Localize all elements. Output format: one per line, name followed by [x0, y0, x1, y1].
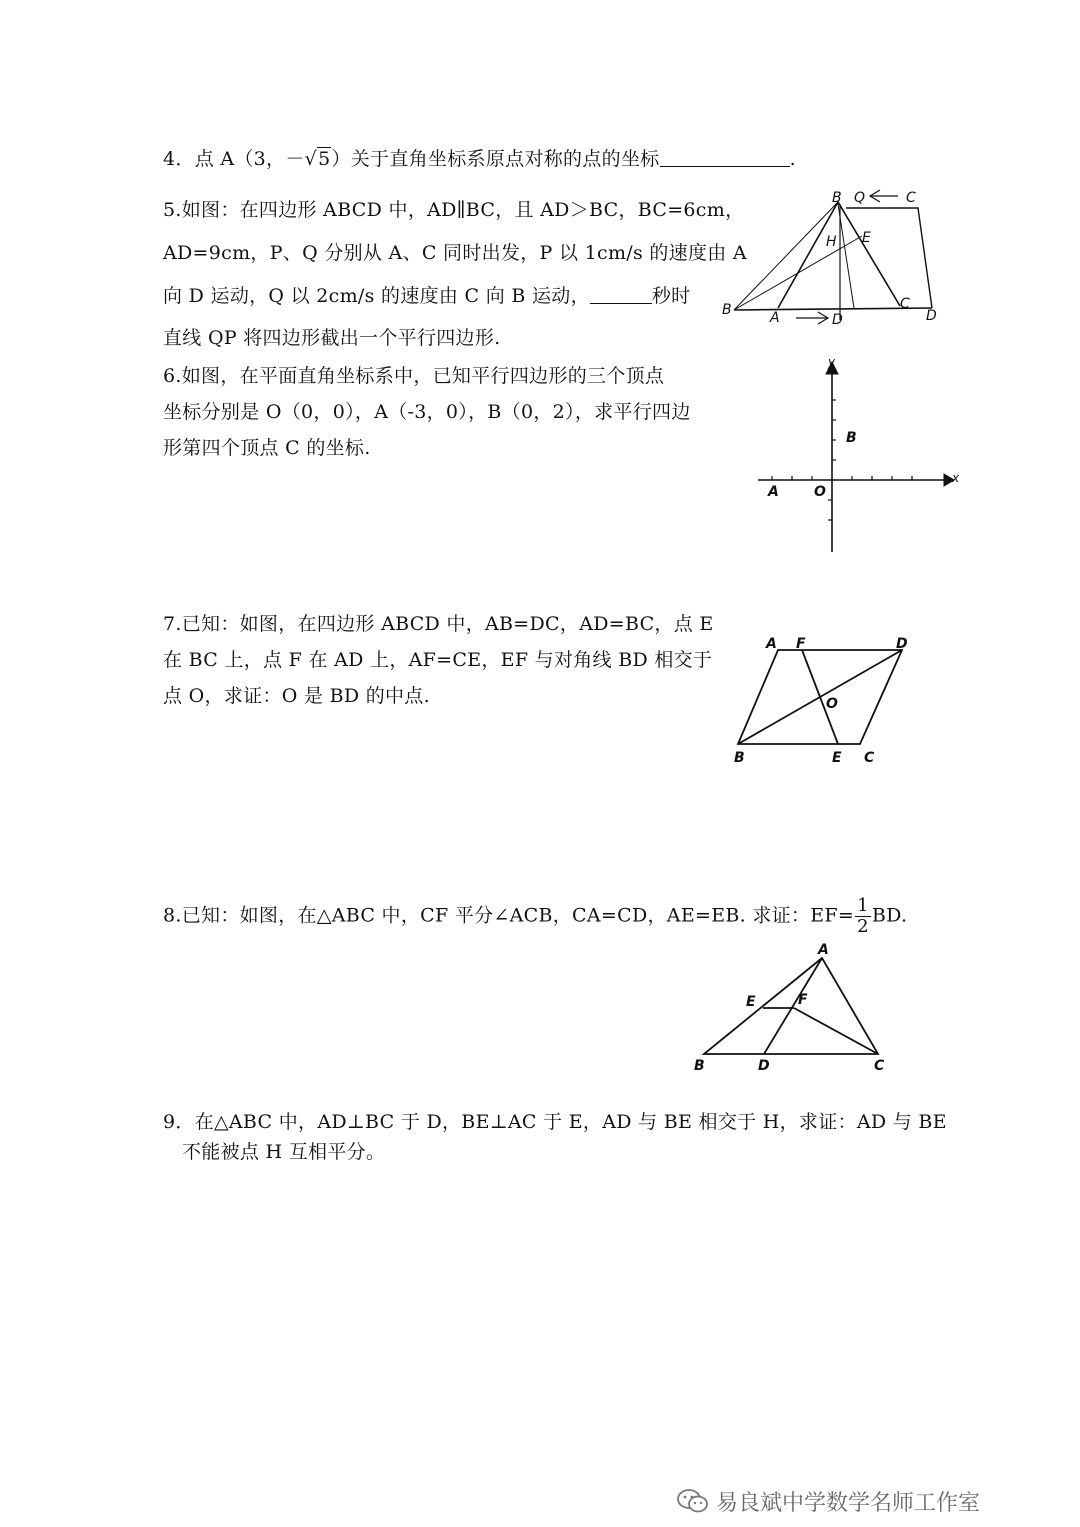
q5-label-b-left: B: [722, 302, 732, 318]
wechat-icon: [676, 1487, 710, 1521]
q4-text-end: .: [789, 148, 796, 170]
q5-line-3-pre: 向 D 运动，Q 以 2cm/s 的速度由 C 向 B 运动，: [163, 285, 590, 307]
q7-line-1: 7.已知：如图，在四边形 ABCD 中，AB=DC，AD=BC，点 E: [163, 613, 714, 635]
q7-label-c: C: [864, 750, 875, 766]
y-axis-label: y: [828, 355, 836, 369]
q9-line-2: 不能被点 H 互相平分。: [182, 1141, 386, 1163]
q8-label-e: E: [746, 994, 756, 1010]
q7-label-a: A: [766, 636, 777, 652]
watermark: [676, 1486, 980, 1521]
fraction-numerator: 1: [857, 895, 869, 916]
q5-label-d-right: D: [926, 308, 937, 324]
q5-label-c-top: C: [906, 190, 916, 206]
q5-label-d-bottom: D: [832, 312, 843, 328]
q6-line-2: 坐标分别是 O（0，0），A（-3，0），B（0，2），求平行四边: [163, 401, 691, 423]
q7-label-o: O: [826, 696, 838, 712]
q7-label-e: E: [832, 750, 842, 766]
q5-figure: [720, 184, 950, 328]
q8-label-f: F: [798, 992, 808, 1008]
question-4: [163, 147, 796, 171]
q6-line-1: 6.如图，在平面直角坐标系中，已知平行四边形的三个顶点: [163, 365, 665, 387]
q5-label-b-top: B: [832, 190, 842, 206]
q5-line-4: 直线 QP 将四边形截出一个平行四边形.: [163, 327, 501, 349]
q8-label-d: D: [758, 1058, 770, 1074]
origin-label: O: [814, 484, 826, 500]
fraction-denominator: 2: [857, 916, 869, 937]
answer-blank[interactable]: [590, 285, 652, 304]
q7-line-2: 在 BC 上，点 F 在 AD 上，AF=CE，EF 与对角线 BD 相交于: [163, 649, 713, 671]
q8-label-c: C: [874, 1058, 885, 1074]
q6-line-3: 形第四个顶点 C 的坐标.: [163, 437, 371, 459]
fraction-one-half: [855, 896, 871, 937]
q9-line-1: 9．在△ABC 中，AD⊥BC 于 D，BE⊥AC 于 E，AD 与 BE 相交于 H，求证：AD 与 BE: [163, 1111, 947, 1133]
point-a-label: A: [768, 484, 779, 500]
q5-line-3-post: 秒时: [651, 285, 691, 307]
q8-label-b: B: [694, 1058, 705, 1074]
q7-parallelogram-figure: [730, 632, 930, 772]
answer-blank[interactable]: [660, 148, 790, 167]
q5-line-1: 5.如图：在四边形 ABCD 中，AD∥BC，且 AD＞BC，BC=6cm，: [163, 199, 745, 221]
q7-label-d: D: [896, 636, 908, 652]
q5-label-q: Q: [854, 190, 866, 206]
q5-line-b-to-e: [734, 236, 862, 310]
sqrt-radicand: 5: [318, 148, 331, 170]
q7-line-3: 点 O，求证：O 是 BD 的中点.: [163, 685, 430, 707]
q8-triangle-figure: [690, 940, 900, 1075]
q4-text-post: ）关于直角坐标系原点对称的点的坐标: [331, 148, 660, 170]
q7-label-b: B: [734, 750, 745, 766]
q6-coordinate-figure: [750, 356, 970, 556]
q8-text-post: BD.: [871, 904, 908, 927]
question-8: [163, 896, 907, 937]
q8-segment-ad: [764, 958, 822, 1054]
q5-line-2: AD=9cm，P、Q 分别从 A、C 同时出发，P 以 1cm/s 的速度由 A: [163, 242, 747, 264]
q8-text-pre: 8.已知：如图，在△ABC 中，CF 平分∠ACB，CA=CD，AE=EB. 求证：EF=: [163, 904, 855, 927]
watermark-text: 易良斌中学数学名师工作室: [716, 1491, 981, 1516]
q8-label-a: A: [818, 942, 829, 958]
sqrt-expression: √5: [304, 148, 331, 170]
point-b-label: B: [846, 430, 857, 446]
q5-trapezoid-right: [846, 208, 932, 308]
q5-triangle: [778, 202, 900, 308]
q5-label-c-right: C: [900, 296, 910, 312]
q5-label-e: E: [862, 230, 871, 246]
q5-line-3: [163, 284, 690, 308]
q5-label-h: H: [826, 234, 837, 250]
q7-label-f: F: [796, 636, 806, 652]
x-axis-label: x: [952, 471, 960, 485]
q4-text-pre: 4．点 A（3，－: [163, 148, 305, 170]
q5-label-a: A: [770, 310, 780, 326]
